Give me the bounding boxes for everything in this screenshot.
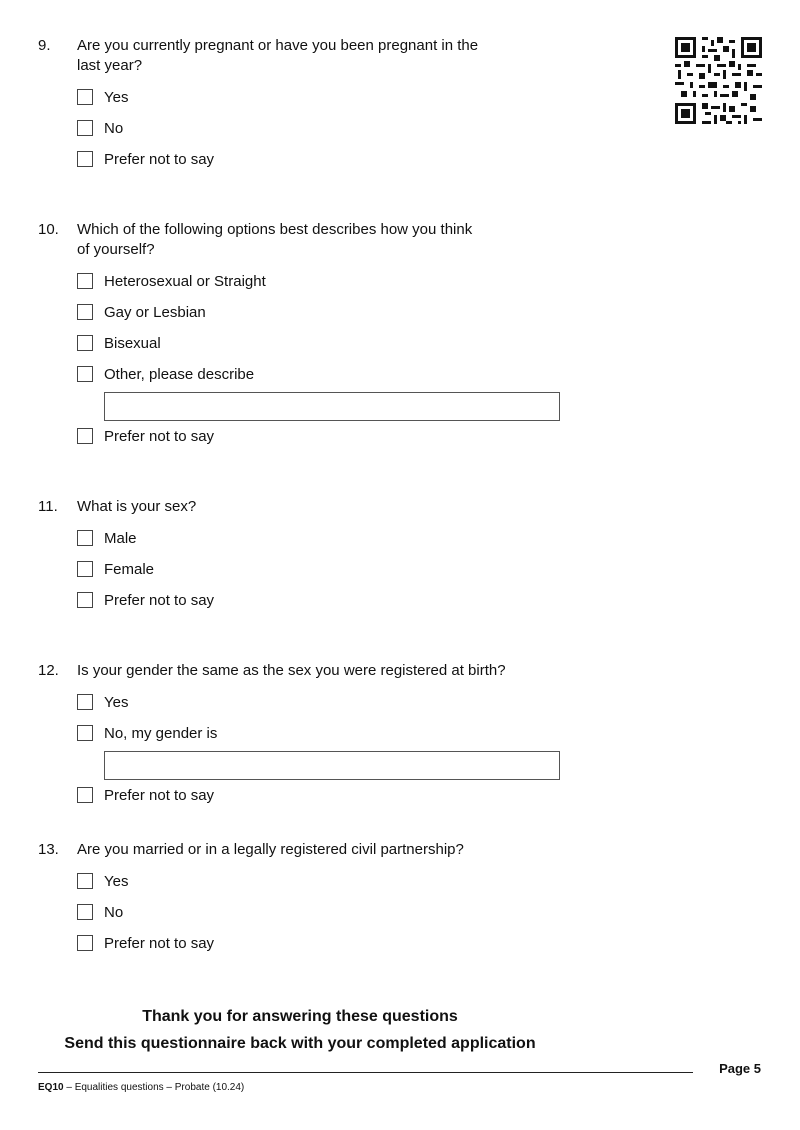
checkbox[interactable]: [77, 273, 93, 289]
option-label: Heterosexual or Straight: [104, 273, 266, 290]
option-no-my-gender-is[interactable]: [77, 723, 598, 754]
page-number: Page 5: [719, 1061, 761, 1076]
option-yes[interactable]: [77, 87, 598, 118]
option-male[interactable]: [77, 528, 598, 559]
option-gay-or-lesbian[interactable]: [77, 302, 598, 333]
checkbox[interactable]: [77, 561, 93, 577]
option-label: Prefer not to say: [104, 935, 215, 952]
option-label: Prefer not to say: [104, 151, 215, 168]
option-label: Prefer not to say: [104, 428, 215, 445]
option-label: No: [104, 904, 124, 921]
question-number: 10.: [38, 221, 59, 238]
question-11: [38, 497, 598, 621]
checkbox[interactable]: [77, 694, 93, 710]
option-label: No, my gender is: [104, 725, 218, 742]
checkbox[interactable]: [77, 428, 93, 444]
option-label: Prefer not to say: [104, 787, 215, 804]
checkbox[interactable]: [77, 873, 93, 889]
checkbox[interactable]: [77, 151, 93, 167]
option-prefer-not-to-say[interactable]: [77, 933, 598, 964]
question-text: What is your sex?: [77, 498, 197, 515]
send-instruction: Send this questionnaire back with your completed application: [64, 1035, 536, 1052]
option-prefer-not-to-say[interactable]: [77, 590, 598, 621]
qr-code-icon: [675, 37, 762, 124]
option-label: Prefer not to say: [104, 592, 215, 609]
option-prefer-not-to-say[interactable]: [77, 426, 598, 457]
question-12: [38, 661, 598, 816]
option-yes[interactable]: [77, 692, 598, 723]
checkbox[interactable]: [77, 904, 93, 920]
checkbox[interactable]: [77, 120, 93, 136]
option-prefer-not-to-say[interactable]: [77, 785, 598, 816]
question-10: [38, 220, 598, 457]
checkbox[interactable]: [77, 787, 93, 803]
form-code: EQ10: [38, 1082, 64, 1093]
option-yes[interactable]: [77, 871, 598, 902]
checkbox[interactable]: [77, 304, 93, 320]
option-label: No: [104, 120, 124, 137]
option-label: Female: [104, 561, 155, 578]
option-prefer-not-to-say[interactable]: [77, 149, 598, 180]
form-title: – Equalities questions – Probate (10.24): [63, 1082, 245, 1093]
question-text: Are you married or in a legally registered civil partnership?: [77, 841, 464, 858]
checkbox[interactable]: [77, 530, 93, 546]
option-label: Gay or Lesbian: [104, 304, 206, 321]
gender-description-input[interactable]: [104, 751, 560, 780]
footer-text: [38, 1082, 244, 1093]
checkbox[interactable]: [77, 935, 93, 951]
question-number: 11.: [38, 498, 58, 515]
thanks-message: Thank you for answering these questions: [142, 1008, 458, 1025]
question-text: Which of the following options best describes how you think of yourself?: [77, 221, 473, 258]
checkbox[interactable]: [77, 335, 93, 351]
checkbox[interactable]: [77, 725, 93, 741]
other-description-input[interactable]: [104, 392, 560, 421]
option-label: Bisexual: [104, 335, 161, 352]
question-13: [38, 840, 598, 964]
option-label: Other, please describe: [104, 366, 255, 383]
question-number: 12.: [38, 662, 59, 679]
question-number: 13.: [38, 841, 59, 858]
checkbox[interactable]: [77, 366, 93, 382]
option-no[interactable]: [77, 118, 598, 149]
option-label: Yes: [104, 89, 129, 106]
option-other[interactable]: [77, 364, 598, 395]
option-label: Yes: [104, 873, 129, 890]
question-9: [38, 36, 598, 180]
footer-divider: [38, 1072, 693, 1073]
option-label: Male: [104, 530, 137, 547]
checkbox[interactable]: [77, 89, 93, 105]
question-text: Are you currently pregnant or have you been pregnant in the last year?: [77, 37, 479, 74]
option-heterosexual[interactable]: [77, 271, 598, 302]
option-no[interactable]: [77, 902, 598, 933]
option-label: Yes: [104, 694, 129, 711]
question-text: Is your gender the same as the sex you were registered at birth?: [77, 662, 506, 679]
option-female[interactable]: [77, 559, 598, 590]
question-number: 9.: [38, 37, 51, 54]
option-bisexual[interactable]: [77, 333, 598, 364]
checkbox[interactable]: [77, 592, 93, 608]
